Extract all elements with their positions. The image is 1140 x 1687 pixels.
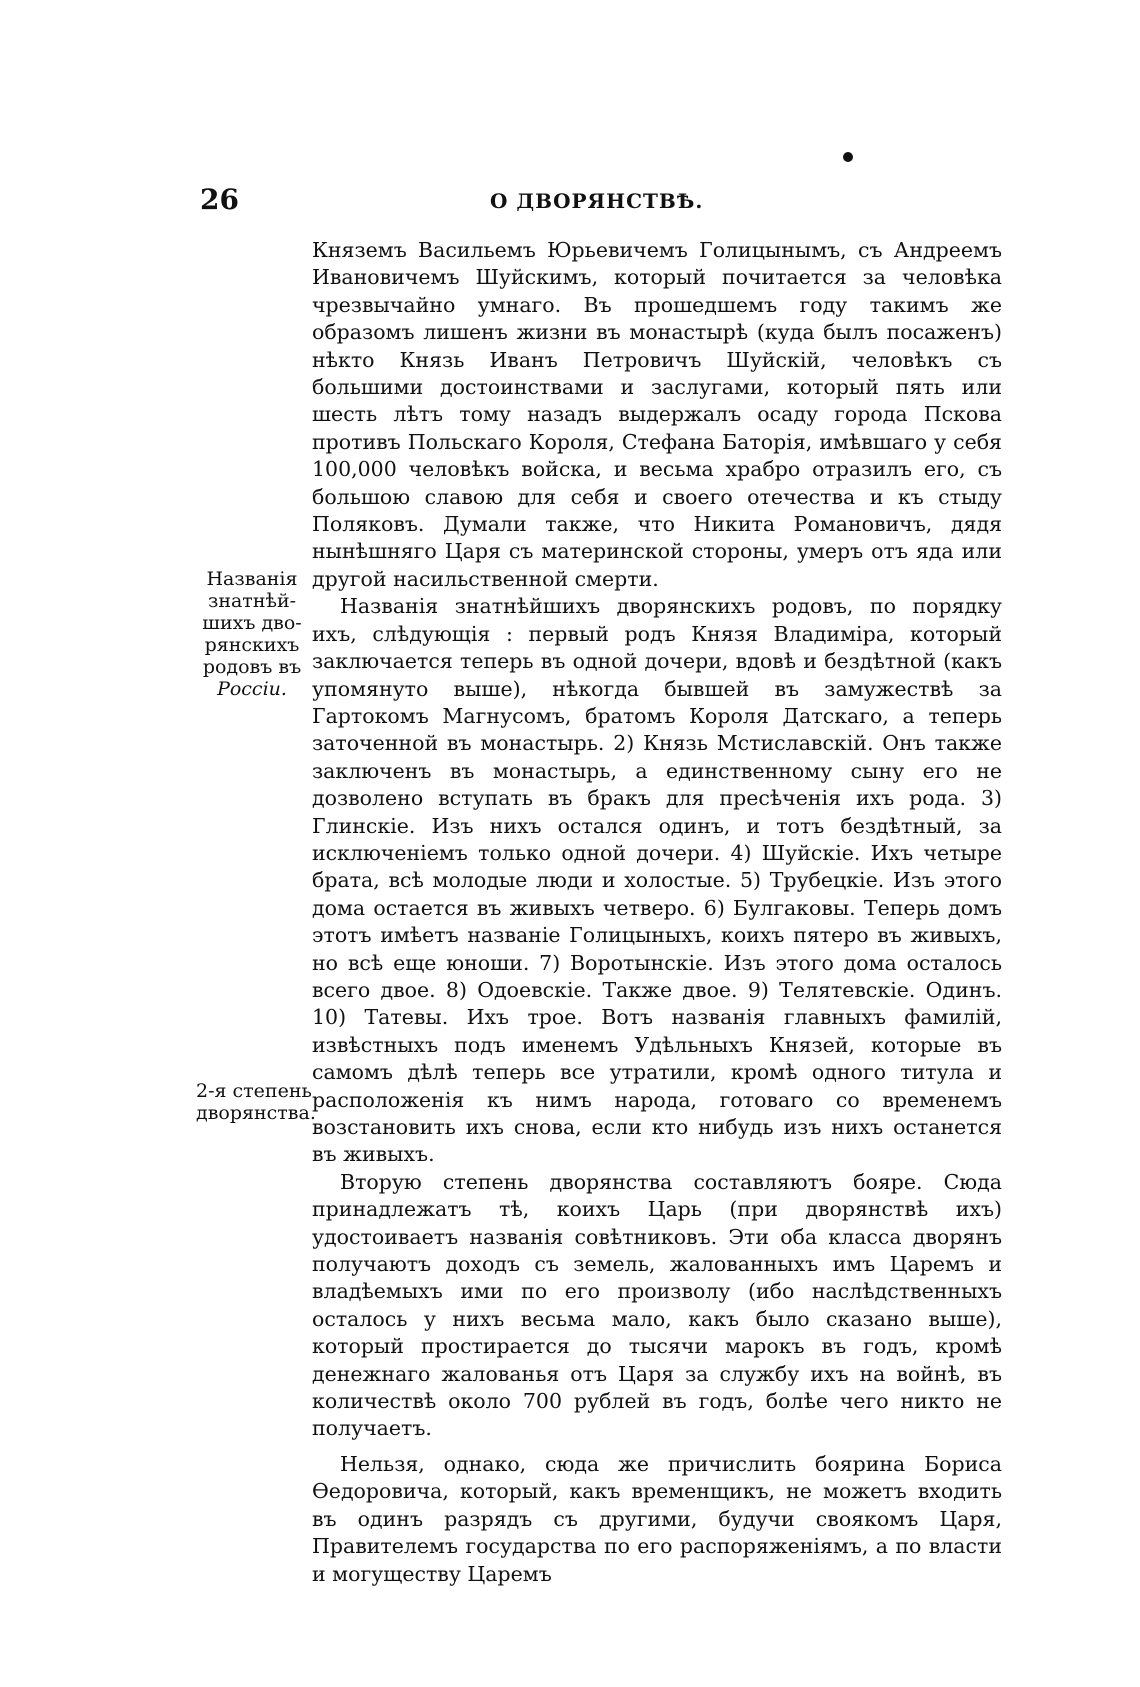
margin-note-line: Названія — [206, 568, 298, 590]
margin-note-line: 2-я степень — [196, 1080, 312, 1102]
margin-note-line: Россіи. — [217, 678, 287, 700]
running-title: О ДВОРЯНСТВѢ. — [490, 189, 704, 213]
margin-note-line: знатнѣй- — [207, 590, 297, 612]
page-header — [200, 183, 1000, 223]
margin-note-line: шихъ дво- — [202, 612, 302, 634]
main-text — [312, 237, 1002, 1588]
margin-note-noble-families — [196, 568, 308, 700]
paragraph-4: Нельзя, однако, сюда же причислить боярина Бориса Ѳедоровича, который, какъ временщикъ, не можетъ входить въ одинъ разрядъ съ другими, будучи своякомъ Царя, Правителемъ государства по его распоряженіямъ, а по власти и могуществу Царемъ — [312, 1451, 1002, 1586]
margin-note-line: рянскихъ — [204, 634, 300, 656]
paragraph-1: Княземъ Васильемъ Юрьевичемъ Голицынымъ, съ Андреемъ Ивановичемъ Шуйскимъ, который почитается за человѣка чрезвычайно умнаго. Въ прошедшемъ году такимъ же образомъ лишенъ жизни въ монастырѣ (куда былъ посаженъ) нѣкто Князь Иванъ Петровичъ Шуйскій, человѣкъ съ большими достоинствами и заслугами, который пять или шесть лѣтъ тому назадъ выдержалъ осаду города Пскова противъ Польскаго Короля, Стефана Баторія, имѣвшаго у себя 100,000 человѣкъ войска, и весьма храбро отразилъ его, съ большою славою для себя и своего отечества и къ стыду Поляковъ. Думали также, что Никита Романовичъ, дядя нынѣшняго Царя съ материнской стороны, умеръ отъ яда или другой насильственной смерти. — [312, 238, 1002, 591]
margin-note-line: дворянства. — [196, 1102, 316, 1124]
paragraph-2: Названія знатнѣйшихъ дворянскихъ родовъ, по порядку ихъ, слѣдующія : первый родъ Князя Владиміра, который заключается теперь въ одной дочери, вдовѣ и бездѣтной (какъ упомянуто выше), нѣкогда бывшей въ замужествѣ за Гартокомъ Магнусомъ, братомъ Короля Датскаго, а теперь заточенной въ монастырь. 2) Князь Мстиславскій. Онъ также заключенъ въ монастырь, а единственному сыну его не дозволено вступать въ бракъ для пресѣченія ихъ рода. 3) Глинскіе. Изъ нихъ остался одинъ, и тотъ бездѣтный, за исключеніемъ только одной дочери. 4) Шуйскіе. Ихъ четыре брата, всѣ молодые люди и холостые. 5) Трубецкіе. Изъ этого дома остается въ живыхъ четверо. 6) Булгаковы. Теперь домъ этотъ имѣетъ названіе Голицыныхъ, коихъ пятеро въ живыхъ, но всѣ еще юноши. 7) Воротынскіе. Изъ этого дома осталось всего двое. 8) Одоевскіе. Также двое. 9) Телятевскіе. Одинъ. 10) Татевы. Ихъ трое. Вотъ названія главныхъ фамилій, извѣстныхъ подъ именемъ Удѣльныхъ Князей, которые въ самомъ дѣлѣ теперь все утратили, кромѣ одного титула и расположенія къ нимъ народа, готоваго со временемъ возстановить ихъ снова, если кто нибудь изъ нихъ останется въ живыхъ. — [312, 594, 1002, 1167]
ink-dot-mark — [843, 152, 853, 162]
paragraph-3: Вторую степень дворянства составляютъ бояре. Сюда принадлежатъ тѣ, коихъ Царь (при дворянствѣ ихъ) удостоиваетъ названія совѣтниковъ. Эти оба класса дворянъ получаютъ доходъ съ земель, жалованныхъ имъ Царемъ и владѣемыхъ ими по его произволу (ибо наслѣдственныхъ осталось у нихъ весьма мало, какъ было сказано выше), который простирается до тысячи марокъ въ годъ, кромѣ денежнаго жалованья отъ Царя за службу ихъ на войнѣ, въ количествѣ около 700 рублей въ годъ, болѣе чего никто не получаетъ. — [312, 1169, 1002, 1441]
margin-note-second-degree — [196, 1080, 326, 1124]
margin-note-line: родовъ въ — [202, 656, 302, 678]
page-number: 26 — [200, 183, 239, 216]
